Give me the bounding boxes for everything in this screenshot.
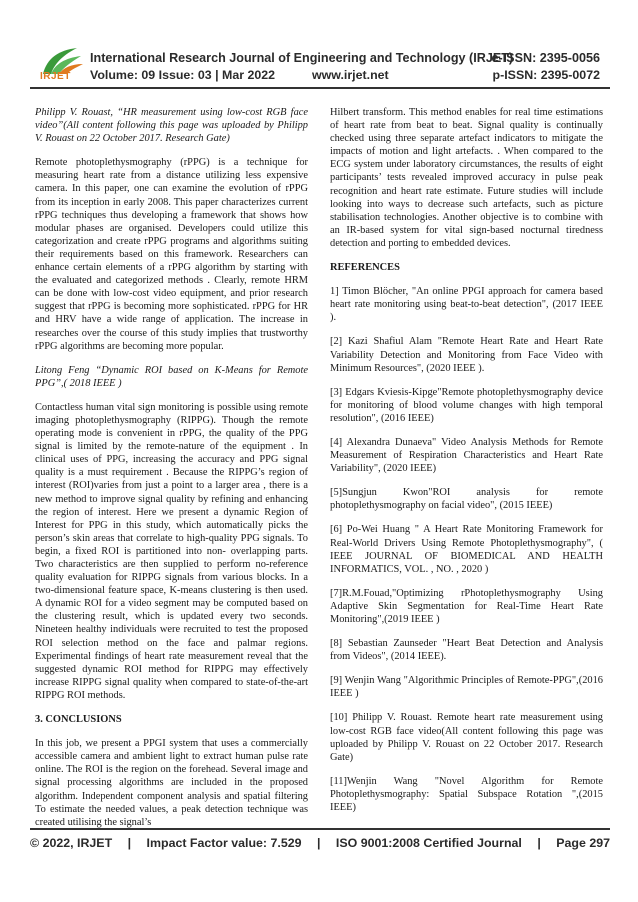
footer-divider bbox=[30, 828, 610, 830]
citation-rouast: Philipp V. Rouast, “HR measurement using low-cost RGB face video”(All content following this page was uploaded by Philipp V. Rouast on 22 October 2017. Research Gate) bbox=[35, 107, 308, 145]
reference-item: [2] Kazi Shafiul Alam "Remote Heart Rate and Heart Rate Variability Detection and Monitoring from Face Video with Minimum Resources", (2020 IEEE ). bbox=[330, 336, 603, 374]
page-footer bbox=[30, 836, 610, 850]
website-link[interactable]: www.irjet.net bbox=[312, 68, 389, 82]
paragraph-rippg: Contactless human vital sign monitoring is possible using remote imaging photoplethysmography (RIPPG). Though the remote operating mode is convenient in rPPG, the quality of the PPG signal is limited by the remote-nature of the equipment . In clinical uses of PPG, increasing the accuracy and PPG signal quality is a must requirement . Because the RIPPG’s region of interest (ROI)varies from just a point to a larger area , there is a new method to improve signal quality by refining and enhancing the region of interest. Here we present a dynamic Region of Interest for PPG in this study, which automatically picks the person’s skin areas that correlate to high-quality PPG signals. To begin, a fixed ROI is partitioned into non- overlapping parts. Two characteristics are then supplied to perform no-reference quality evaluation for RIPPG signals from various blocks. In a two-dimensional feature space, K-means clustering is then used. A dynamic ROI for a video segment may be computed based on the clustering result, which is updated every two seconds. Nineteen healthy individuals were recruited to test the proposed ROI selection method on the face and palmar regions. Experimental findings of heart rate measurement reveal that the suggested dynamic ROI method for RIPPG may effectively increase RIPPG signal quality when compared to state-of-the-art RIPPG ROI methods. bbox=[35, 401, 308, 701]
reference-item: [6] Po-Wei Huang " A Heart Rate Monitoring Framework for Real-World Drivers Using Remote Photoplethysmography", ( IEEE JOURNAL OF BIOMEDICAL AND HEALTH INFORMATICS, VOL. , NO. , 2020 ) bbox=[330, 524, 603, 575]
reference-item: [8] Sebastian Zaunseder "Heart Beat Detection and Analysis from Videos", (2014 IEEE). bbox=[330, 638, 603, 663]
paragraph-conclusions-cont: Hilbert transform. This method enables for real time estimations of heart rate from beat to beat. Signal quality is continually checked using three separate artefact indicators to mitigate the impacts of motion and light artefacts. . When compared to the ECG system under laboratory circumstances, the results of eight participants’ tests revealed improved accuracy in pulse peak recognition and heart rate estimate. Future studies will include looking into ways to decrease such artefacts, such as picture stabilisation technologies. Another objective is to combine with an IR-based system for vital sign-based nocturnal tiredness detection and porting to embedded devices. bbox=[330, 107, 603, 249]
footer-separator: | bbox=[316, 836, 321, 850]
volume-issue: Volume: 09 Issue: 03 | Mar 2022 bbox=[90, 68, 276, 82]
section-heading-conclusions: 3. CONCLUSIONS bbox=[35, 714, 122, 726]
eissn: e-ISSN: 2395-0056 bbox=[491, 51, 600, 65]
reference-item: [7]R.M.Fouad,"Optimizing rPhotoplethysmography Using Adaptive Skin Segmentation for Real-Time Heart Rate Monitoring",(2019 IEEE ) bbox=[330, 587, 603, 625]
right-column bbox=[330, 106, 603, 814]
header-divider bbox=[30, 87, 610, 89]
footer-impact-factor: Impact Factor value: 7.529 bbox=[146, 836, 302, 850]
reference-item: [10] Philipp V. Rouast. Remote heart rate measurement using low-cost RGB face video(All content following this page was uploaded by Philipp V. Rouast on 22 October 2017. Research Gate) bbox=[330, 712, 603, 763]
reference-item: 1] Timon Blöcher, "An online PPGI approach for camera based heart rate monitoring using beat-to-beat detection", (2017 IEEE ). bbox=[330, 286, 603, 324]
reference-item: [3] Edgars Kviesis-Kipge"Remote photoplethysmography device for monitoring of blood volume changes with high temporal resolution", (2016 IEEE) bbox=[330, 386, 603, 424]
footer-page-number: Page 297 bbox=[556, 836, 610, 850]
left-column bbox=[35, 106, 308, 829]
reference-item: [9] Wenjin Wang "Algorithmic Principles of Remote-PPG",(2016 IEEE ) bbox=[330, 675, 603, 700]
footer-separator: | bbox=[537, 836, 541, 850]
footer-copyright: © 2022, IRJET bbox=[30, 836, 113, 850]
section-heading-references: REFERENCES bbox=[330, 262, 400, 274]
reference-item: [4] Alexandra Dunaeva" Video Analysis Methods for Remote Measurement of Respiration Characteristics and Heart Rate Variability", (2020 IEEE) bbox=[330, 436, 603, 475]
page-header bbox=[0, 0, 638, 92]
journal-title: International Research Journal of Engineering and Technology (IRJET) bbox=[90, 51, 514, 65]
citation-feng: Litong Feng “Dynamic ROI based on K-Means for Remote PPG”,( 2018 IEEE ) bbox=[35, 364, 308, 389]
logo-text: IRJET bbox=[40, 71, 71, 82]
pissn: p-ISSN: 2395-0072 bbox=[492, 68, 600, 82]
reference-item: [11]Wenjin Wang "Novel Algorithm for Remote Photoplethysmography: Spatial Subspace Rotation ",(2015 IEEE) bbox=[330, 775, 603, 814]
paragraph-rppg: Remote photoplethysmography (rPPG) is a technique for measuring heart rate from a distance utilizing less expensive camera. In this paper, one can examine the evolution of rPPG from its inception in early 2008. This paper characterizes current rPPG techniques thus developing a framework that shows how modular phases are organised. Developers could utilize this categorization and create rPPG programs and algorithms suiting their requirements based on this framework. Researchers can enhance certain elements of a rPPG algorithm by starting with the evaluated and categorized methods . Clearly, remote HRM can be done with low-cost video equipment, and prior research suggest that rPPG is becoming more sophisticated. rPPG for HR and HRV have a wide range of application. The increase in researches over the course of this study implies that trustworthy rPPG algorithms are becoming more popular. bbox=[35, 157, 308, 352]
reference-item: [5]Sungjun Kwon"ROI analysis for remote photoplethysmography on facial video", (2015 IEEE) bbox=[330, 487, 603, 512]
paragraph-conclusions: In this job, we present a PPGI system that uses a commercially accessible camera and ambient light to extract human pulse rate online. The ROI is the region on the forehead. Several image and signal processing algorithms are included in the proposed algorithm. Independent component analysis and spatial filtering To estimate the needed values, a peak detection technique was created utilising the signal’s bbox=[35, 738, 308, 828]
footer-iso: ISO 9001:2008 Certified Journal bbox=[335, 836, 522, 850]
footer-separator: | bbox=[127, 836, 132, 850]
